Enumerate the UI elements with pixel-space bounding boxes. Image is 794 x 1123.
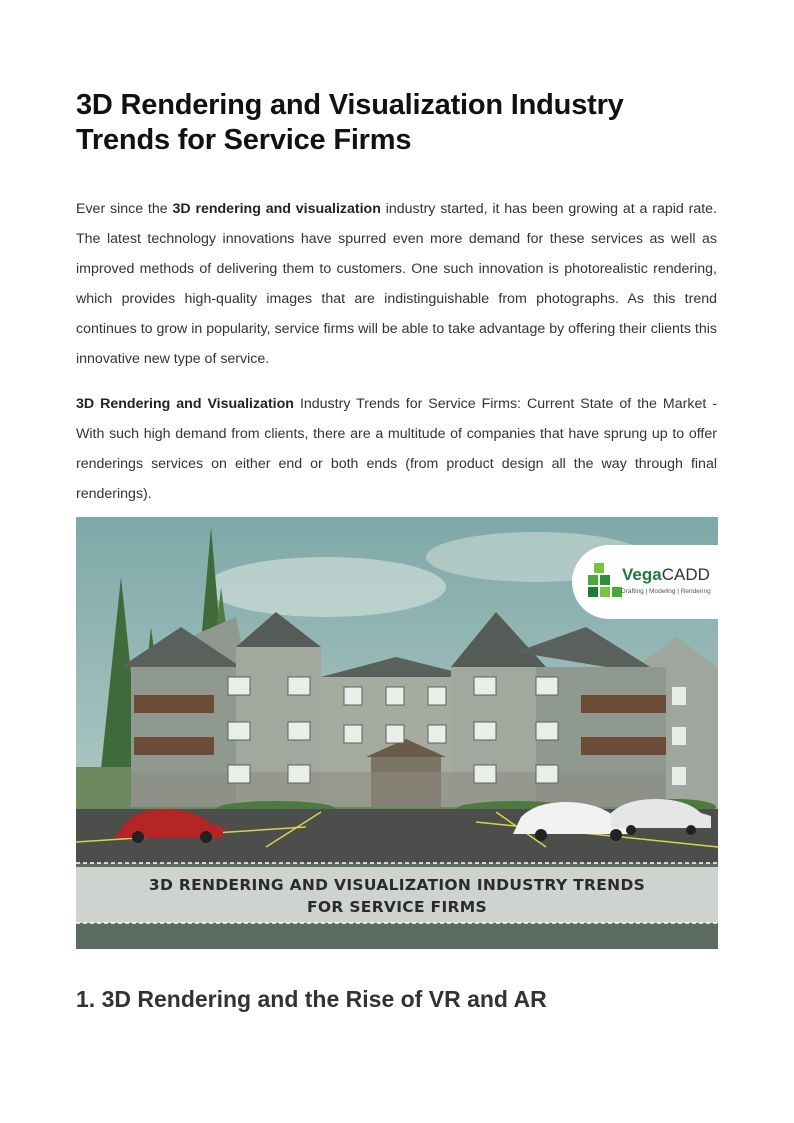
logo-wordmark xyxy=(622,565,710,585)
section-heading: 1. 3D Rendering and the Rise of VR and AR xyxy=(76,986,547,1012)
banner-line-1: 3D RENDERING AND VISUALIZATION INDUSTRY TRENDS xyxy=(148,876,646,894)
cube-stack-icon xyxy=(586,561,626,601)
logo-cadd: CADD xyxy=(661,565,710,584)
market-bold-phrase: 3D Rendering and Visualization xyxy=(76,396,294,412)
logo-tagline: Drafting | Modeling | Rendering xyxy=(621,588,711,595)
intro-text-rest: industry started, it has been growing at a rapid rate. The latest technology innovations have spurred even more demand for these services as well as improved methods of delivering them to customers. One such innovation is photorealistic rendering, which provides high-quality images that are indistinguishable from photographs. As this trend continues to grow in popularity, service firms will be able to take advantage by offering their clients this innovative new type of service. xyxy=(76,201,717,367)
vegacadd-logo xyxy=(572,545,718,619)
article-title: 3D Rendering and Visualization Industry Trends for Service Firms xyxy=(76,89,624,156)
intro-paragraph xyxy=(76,194,717,374)
hero-image xyxy=(76,517,718,949)
intro-bold-link: 3D rendering and visualization xyxy=(172,201,381,217)
logo-vega: Vega xyxy=(622,565,662,584)
market-paragraph xyxy=(76,389,717,509)
intro-text-start: Ever since the xyxy=(76,201,173,217)
banner-line-2: FOR SERVICE FIRMS xyxy=(307,898,487,916)
market-text: Industry Trends for Service Firms: Current State of the Market - With such high demand from clients, there are a multitude of companies that have sprung up to offer renderings services on either end or both ends (from product design all the way through final renderings). xyxy=(76,396,717,502)
